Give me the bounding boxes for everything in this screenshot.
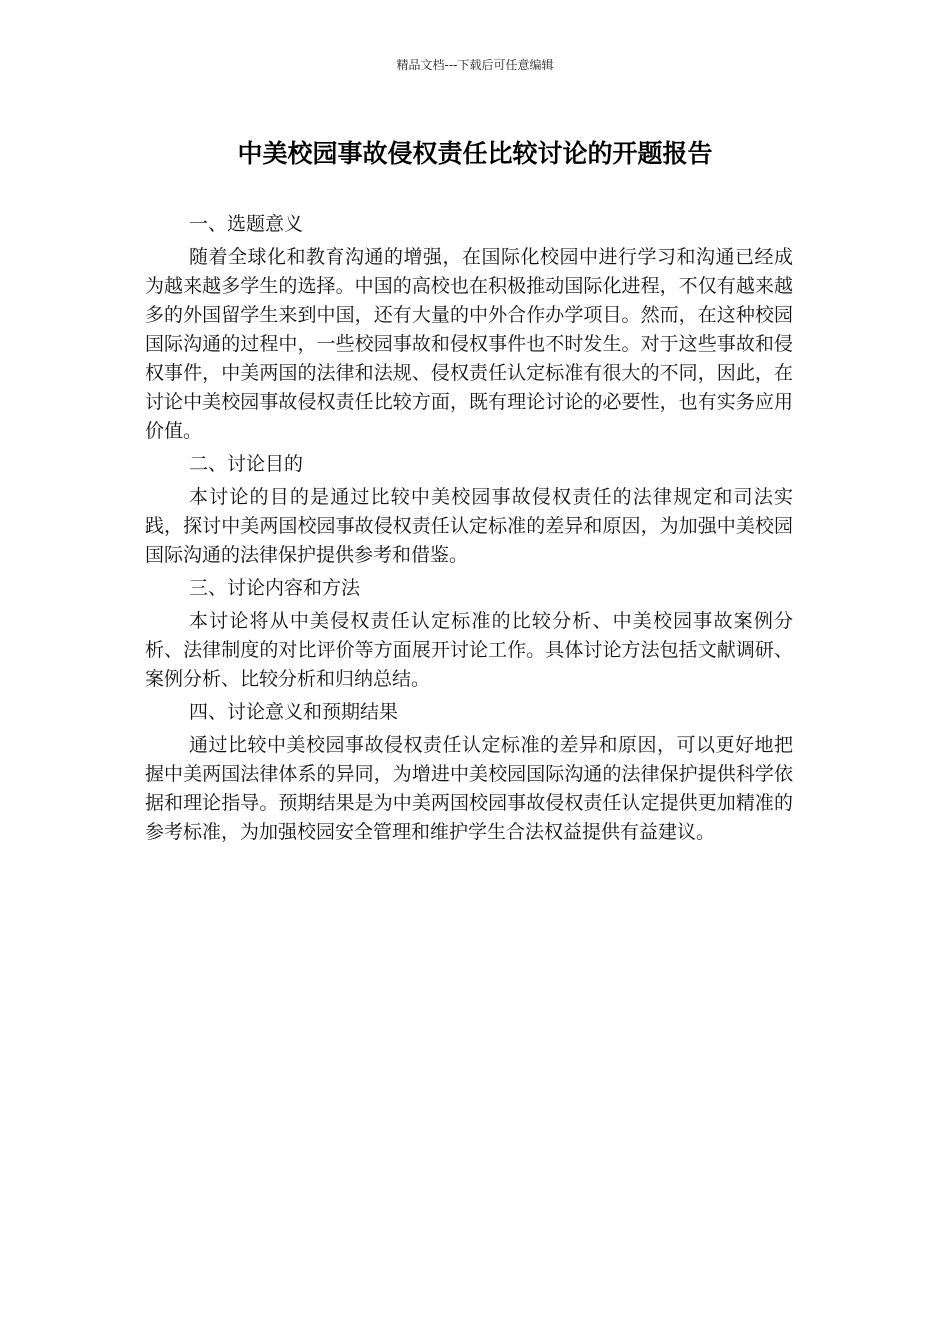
section-expected-results	[145, 698, 793, 847]
section-purpose	[145, 450, 793, 570]
section-paragraph: 随着全球化和教育沟通的增强，在国际化校园中进行学习和沟通已经成为越来越多学生的选择。中国的高校也在积极推动国际化进程，不仅有越来越多的外国留学生来到中国，还有大量的中外合作办学项目。然而，在这种校园国际沟通的过程中，一些校园事故和侵权事件也不时发生。对于这些事故和侵权事件，中美两国的法律和法规、侵权责任认定标准有很大的不同，因此，在讨论中美校园事故侵权责任比较方面，既有理论讨论的必要性，也有实务应用价值。	[145, 246, 793, 442]
section-heading: 二、讨论目的	[189, 453, 304, 475]
section-significance	[145, 210, 793, 446]
document-body	[145, 210, 793, 851]
section-heading: 一、选题意义	[189, 213, 304, 235]
section-paragraph: 本讨论将从中美侵权责任认定标准的比较分析、中美校园事故案例分析、法律制度的对比评价等方面展开讨论工作。具体讨论方法包括文献调研、案例分析、比较分析和归纳总结。	[145, 610, 793, 690]
section-heading: 三、讨论内容和方法	[189, 577, 361, 599]
section-paragraph: 本讨论的目的是通过比较中美校园事故侵权责任的法律规定和司法实践，探讨中美两国校园事故侵权责任认定标准的差异和原因，为加强中美校园国际沟通的法律保护提供参考和借鉴。	[145, 486, 793, 566]
section-content-methods	[145, 574, 793, 694]
section-heading: 四、讨论意义和预期结果	[189, 701, 399, 723]
page-header: 精品文档---下载后可任意编辑	[396, 58, 554, 72]
document-title: 中美校园事故侵权责任比较讨论的开题报告	[237, 139, 713, 168]
section-paragraph: 通过比较中美校园事故侵权责任认定标准的差异和原因，可以更好地把握中美两国法律体系的异同，为增进中美校园国际沟通的法律保护提供科学依据和理论指导。预期结果是为中美两国校园事故侵权责任认定提供更加精准的参考标准，为加强校园安全管理和维护学生合法权益提供有益建议。	[145, 734, 793, 843]
